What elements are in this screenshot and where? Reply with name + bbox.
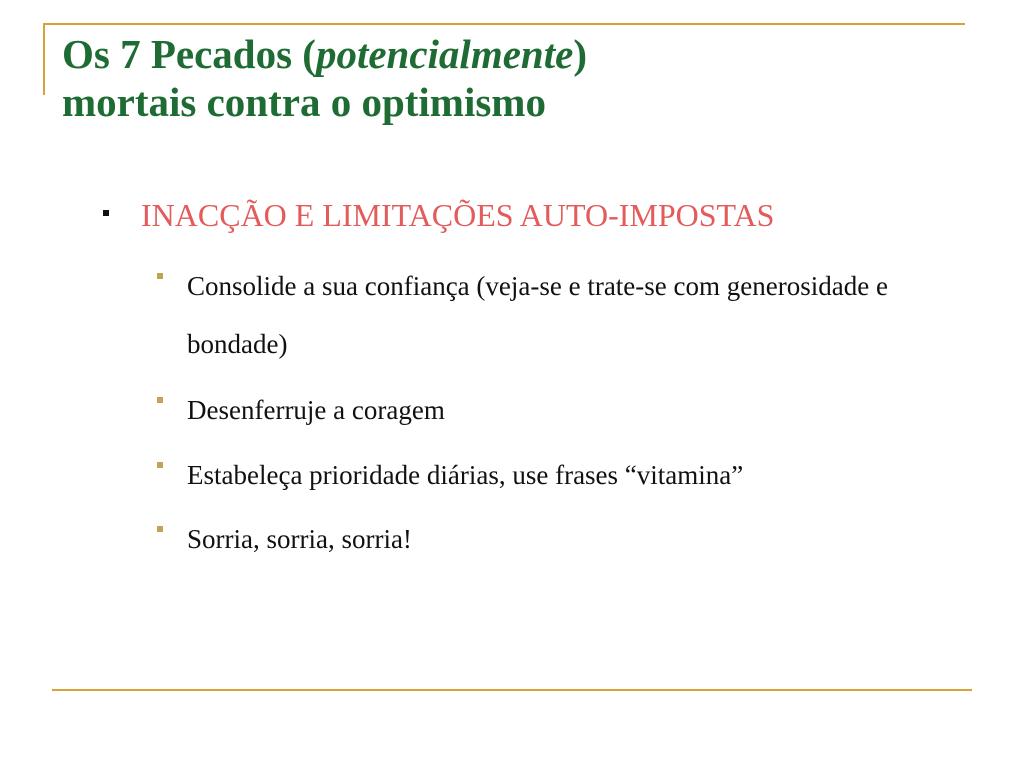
bullet-level-2-text: Desenferruje a coragem — [187, 395, 445, 425]
title-suffix: ) — [573, 31, 587, 77]
title-prefix: Os 7 Pecados ( — [62, 31, 316, 77]
bullet-level-2-item — [157, 381, 957, 439]
small-square-bullet-icon — [157, 462, 163, 468]
bullet-level-1 — [103, 195, 963, 235]
small-square-bullet-icon — [157, 397, 163, 403]
bullet-level-2-item — [157, 510, 957, 568]
bullet-level-2-text: Estabeleça prioridade diárias, use frases “vitamina” — [187, 460, 744, 490]
bullet-level-2-text: Consolide a sua confiança (veja-se e trate-se com generosidade e bondade) — [187, 271, 888, 359]
title-line-2: mortais contra o optimismo — [62, 79, 546, 125]
square-bullet-icon — [103, 210, 109, 216]
bullet-level-2-item — [157, 446, 957, 504]
title-italic-word: potencialmente — [315, 31, 574, 77]
bullet-level-2-item — [157, 257, 957, 373]
small-square-bullet-icon — [157, 273, 163, 279]
bullet-level-2-text: Sorria, sorria, sorria! — [187, 524, 412, 554]
bullet-level-1-text: INACÇÃO E LIMITAÇÕES AUTO-IMPOSTAS — [141, 197, 775, 233]
small-square-bullet-icon — [157, 526, 163, 532]
